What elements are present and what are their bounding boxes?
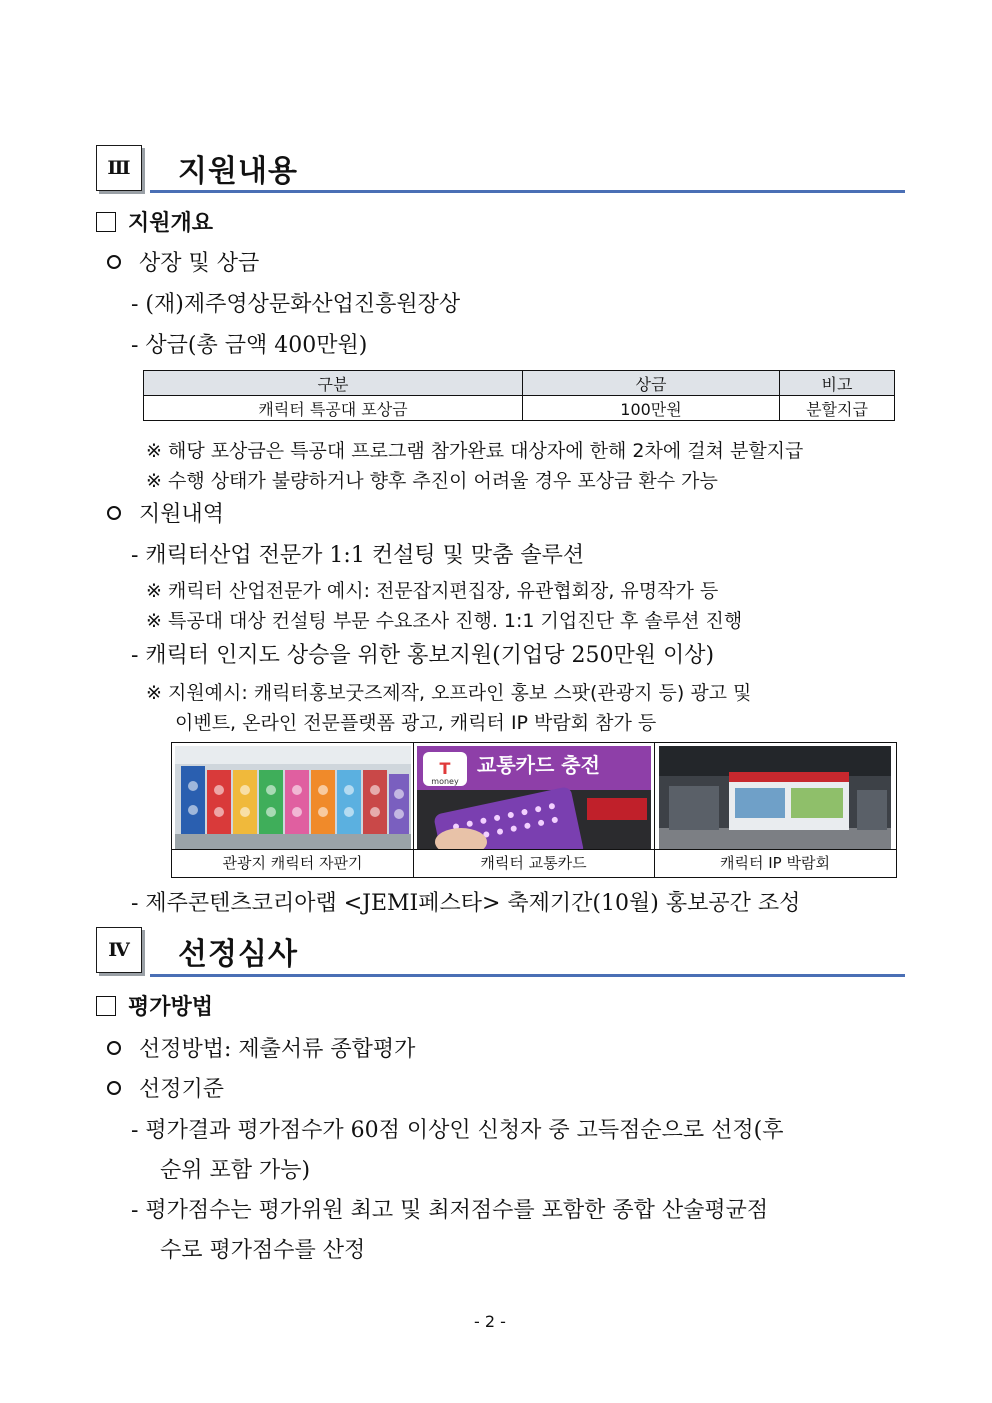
section-title: 지원내용 [178, 154, 298, 189]
image-cell-card [413, 743, 655, 877]
support-note-3: ※ 지원예시: 캐릭터홍보굿즈제작, 오프라인 홍보 스팟(관광지 등) 광고 및 [146, 682, 752, 704]
image-cell-vending [172, 743, 414, 877]
support-note-3-cont: 이벤트, 온라인 전문플랫폼 광고, 캐릭터 IP 박람회 참가 등 [175, 712, 657, 734]
prize-table-header [144, 371, 895, 396]
award-item-2: - 상금(총 금액 400만원) [131, 333, 368, 358]
criteria-heading: 선정기준 [107, 1072, 224, 1103]
support-note-1: ※ 캐릭터 산업전문가 예시: 전문잡지편집장, 유관협회장, 유명작가 등 [146, 580, 719, 602]
image-caption-vending: 관광지 캐릭터 자판기 [172, 849, 413, 876]
support-heading: 지원내역 [107, 497, 224, 528]
image-caption-card: 캐릭터 교통카드 [413, 849, 654, 876]
vending-machines-photo-icon [175, 746, 411, 850]
circle-bullet-icon [107, 255, 121, 269]
example-images-table [171, 742, 897, 878]
subsection-heading [96, 206, 213, 237]
cell-note: 분할지급 [780, 396, 895, 421]
method-line: 선정방법: 제출서류 종합평가 [107, 1032, 415, 1063]
support-item-2: - 캐릭터 인지도 상승을 위한 홍보지원(기업당 250만원 이상) [131, 643, 715, 668]
checkbox-square-icon [96, 212, 116, 232]
checkbox-square-icon [96, 996, 116, 1016]
header-category: 구분 [144, 371, 523, 396]
criteria-item-1-cont: 순위 포함 가능) [160, 1158, 311, 1183]
criteria-item-2: - 평가점수는 평가위원 최고 및 최저점수를 포함한 종합 산술평균점 [131, 1198, 769, 1223]
criteria-item-2-cont: 수로 평가점수를 산정 [160, 1238, 366, 1263]
subsection-heading [96, 990, 213, 1021]
svg-text:money: money [431, 777, 459, 786]
section-title: 선정심사 [178, 937, 298, 972]
svg-text:교통카드 충전: 교통카드 충전 [477, 753, 600, 777]
page-number: - 2 - [474, 1312, 506, 1331]
circle-bullet-icon [107, 1041, 121, 1055]
criteria-item-1: - 평가결과 평가점수가 60점 이상인 신청자 중 고득점순으로 선정(후 [131, 1118, 784, 1143]
subsection-title: 지원개요 [128, 210, 214, 236]
award-note-1: ※ 해당 포상금은 특공대 프로그램 참가완료 대상자에 한해 2차에 걸쳐 분할지급 [146, 440, 804, 462]
image-caption-expo: 캐릭터 IP 박람회 [654, 849, 896, 876]
cell-category: 캐릭터 특공대 포상금 [144, 396, 523, 421]
awards-heading: 상장 및 상금 [107, 246, 259, 277]
header-prize: 상금 [523, 371, 780, 396]
award-note-2: ※ 수행 상태가 불량하거나 향후 추진이 어려울 경우 포상금 환수 가능 [146, 470, 718, 492]
table-row [144, 396, 895, 421]
prize-table [143, 370, 895, 421]
expo-booth-photo-icon [659, 746, 891, 850]
award-item-1: - (재)제주영상문화산업진흥원장상 [131, 292, 461, 317]
section-rule [150, 190, 905, 193]
section-numeral-box [96, 927, 142, 973]
support-note-2: ※ 특공대 대상 컨설팅 부문 수요조사 진행. 1:1 기업진단 후 솔루션 진행 [146, 610, 743, 632]
transit-card-photo-icon [417, 746, 651, 850]
section-numeral-box [96, 145, 142, 191]
support-item-1: - 캐릭터산업 전문가 1:1 컨설팅 및 맞춤 솔루션 [131, 543, 585, 568]
cell-prize: 100만원 [523, 396, 780, 421]
subsection-title: 평가방법 [128, 994, 214, 1020]
image-cell-expo [654, 743, 896, 877]
circle-bullet-icon [107, 1081, 121, 1095]
circle-bullet-icon [107, 506, 121, 520]
svg-text:T: T [439, 759, 451, 778]
section-rule [150, 974, 905, 977]
section-numeral: Ⅳ [108, 939, 130, 961]
header-note: 비고 [780, 371, 895, 396]
support-item-3: - 제주콘텐츠코리아랩 <JEMI페스타> 축제기간(10월) 홍보공간 조성 [131, 891, 801, 916]
section-numeral: Ⅲ [107, 157, 131, 179]
